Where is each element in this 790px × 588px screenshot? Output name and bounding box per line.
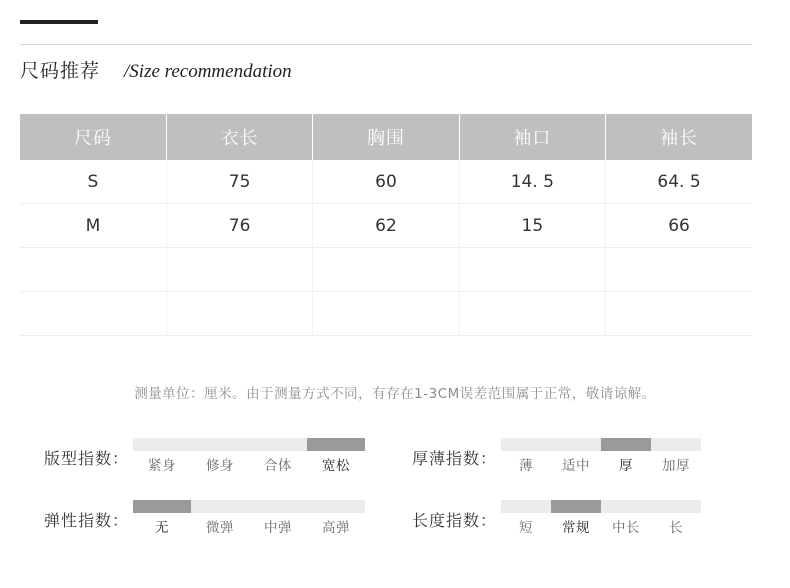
meter-elasticity-seg-2 (191, 500, 249, 513)
meter-thickness-seg-4 (651, 438, 701, 451)
cell-length (166, 248, 312, 292)
meter-thickness-seg-3 (601, 438, 651, 451)
table-row (20, 160, 752, 204)
meter-thickness-track (501, 438, 701, 451)
meter-elasticity-body (133, 500, 365, 536)
meter-elasticity-track (133, 500, 365, 513)
meter-fit-tick-3: 合体 (264, 458, 293, 474)
cell-sleeve (606, 292, 752, 336)
meter-thickness-label: 厚薄指数： (412, 449, 498, 468)
meter-length-seg-4 (651, 500, 701, 513)
meter-length (412, 500, 701, 536)
meter-length-tick-4: 长 (669, 520, 684, 536)
table-row (20, 292, 752, 336)
meter-fit-label: 版型指数： (44, 449, 130, 468)
meter-elasticity-tick-3: 中弹 (264, 520, 293, 536)
size-table (20, 114, 752, 336)
cell-bust: 60 (313, 160, 459, 204)
meter-fit-seg-1 (133, 438, 191, 451)
cell-size: S (20, 160, 166, 204)
column-header-sleeve: 袖长 (606, 114, 752, 160)
meter-fit-tick-4: 宽松 (322, 458, 351, 474)
measurement-note: 测量单位：厘米。由于测量方式不同，有存在1-3CM误差范围属于正常，敬请谅解。 (134, 386, 656, 402)
meter-elasticity-tick-1: 无 (155, 520, 170, 536)
meter-length-body (501, 500, 701, 536)
meter-elasticity-tick-4: 高弹 (322, 520, 351, 536)
heading-title-en: /Size recommendation (124, 61, 292, 82)
table-row (20, 204, 752, 248)
meter-elasticity-tick-2: 微弹 (206, 520, 235, 536)
meter-length-seg-3 (601, 500, 651, 513)
cell-cuff (459, 248, 605, 292)
section-heading (20, 56, 292, 83)
meter-length-seg-2 (551, 500, 601, 513)
meter-elasticity-seg-4 (307, 500, 365, 513)
table-header-row (20, 114, 752, 160)
cell-cuff: 15 (459, 204, 605, 248)
meter-thickness-tick-2: 适中 (562, 458, 591, 474)
meter-fit (44, 438, 365, 474)
cell-sleeve: 66 (606, 204, 752, 248)
meter-thickness-tick-3: 厚 (619, 458, 634, 474)
table-row (20, 248, 752, 292)
column-header-bust: 胸围 (313, 114, 459, 160)
meter-length-seg-1 (501, 500, 551, 513)
index-meters (0, 438, 790, 568)
cell-sleeve (606, 248, 752, 292)
cell-bust: 62 (313, 204, 459, 248)
cell-cuff (459, 292, 605, 336)
meter-thickness-seg-2 (551, 438, 601, 451)
column-header-length: 衣长 (166, 114, 312, 160)
column-header-cuff: 袖口 (459, 114, 605, 160)
cell-sleeve: 64. 5 (606, 160, 752, 204)
meter-thickness-tick-1: 薄 (519, 458, 534, 474)
meter-length-tick-1: 短 (519, 520, 534, 536)
meter-thickness-seg-1 (501, 438, 551, 451)
meter-elasticity-seg-1 (133, 500, 191, 513)
cell-size (20, 248, 166, 292)
meter-fit-seg-4 (307, 438, 365, 451)
meter-length-track (501, 500, 701, 513)
meter-thickness-ticks (501, 454, 701, 474)
meter-length-tick-3: 中长 (612, 520, 641, 536)
cell-length: 76 (166, 204, 312, 248)
meter-fit-seg-2 (191, 438, 249, 451)
cell-length: 75 (166, 160, 312, 204)
meter-thickness-tick-4: 加厚 (662, 458, 691, 474)
heading-title-cn: 尺码推荐 (20, 60, 101, 82)
meter-elasticity-ticks (133, 516, 365, 536)
cell-length (166, 292, 312, 336)
top-divider-rule (20, 44, 752, 45)
meter-elasticity-label: 弹性指数： (44, 511, 130, 530)
meter-fit-tick-2: 修身 (206, 458, 235, 474)
meter-thickness-body (501, 438, 701, 474)
meter-fit-tick-1: 紧身 (148, 458, 177, 474)
cell-size: M (20, 204, 166, 248)
top-accent-rule (20, 20, 98, 24)
meter-elasticity-seg-3 (249, 500, 307, 513)
meter-fit-ticks (133, 454, 365, 474)
meter-elasticity (44, 500, 365, 536)
cell-size (20, 292, 166, 336)
meter-length-ticks (501, 516, 701, 536)
meter-length-label: 长度指数： (412, 511, 498, 530)
column-header-size: 尺码 (20, 114, 166, 160)
cell-bust (313, 248, 459, 292)
meter-fit-seg-3 (249, 438, 307, 451)
cell-bust (313, 292, 459, 336)
meter-thickness (412, 438, 701, 474)
meter-fit-track (133, 438, 365, 451)
meter-fit-body (133, 438, 365, 474)
meter-length-tick-2: 常规 (562, 520, 591, 536)
cell-cuff: 14. 5 (459, 160, 605, 204)
